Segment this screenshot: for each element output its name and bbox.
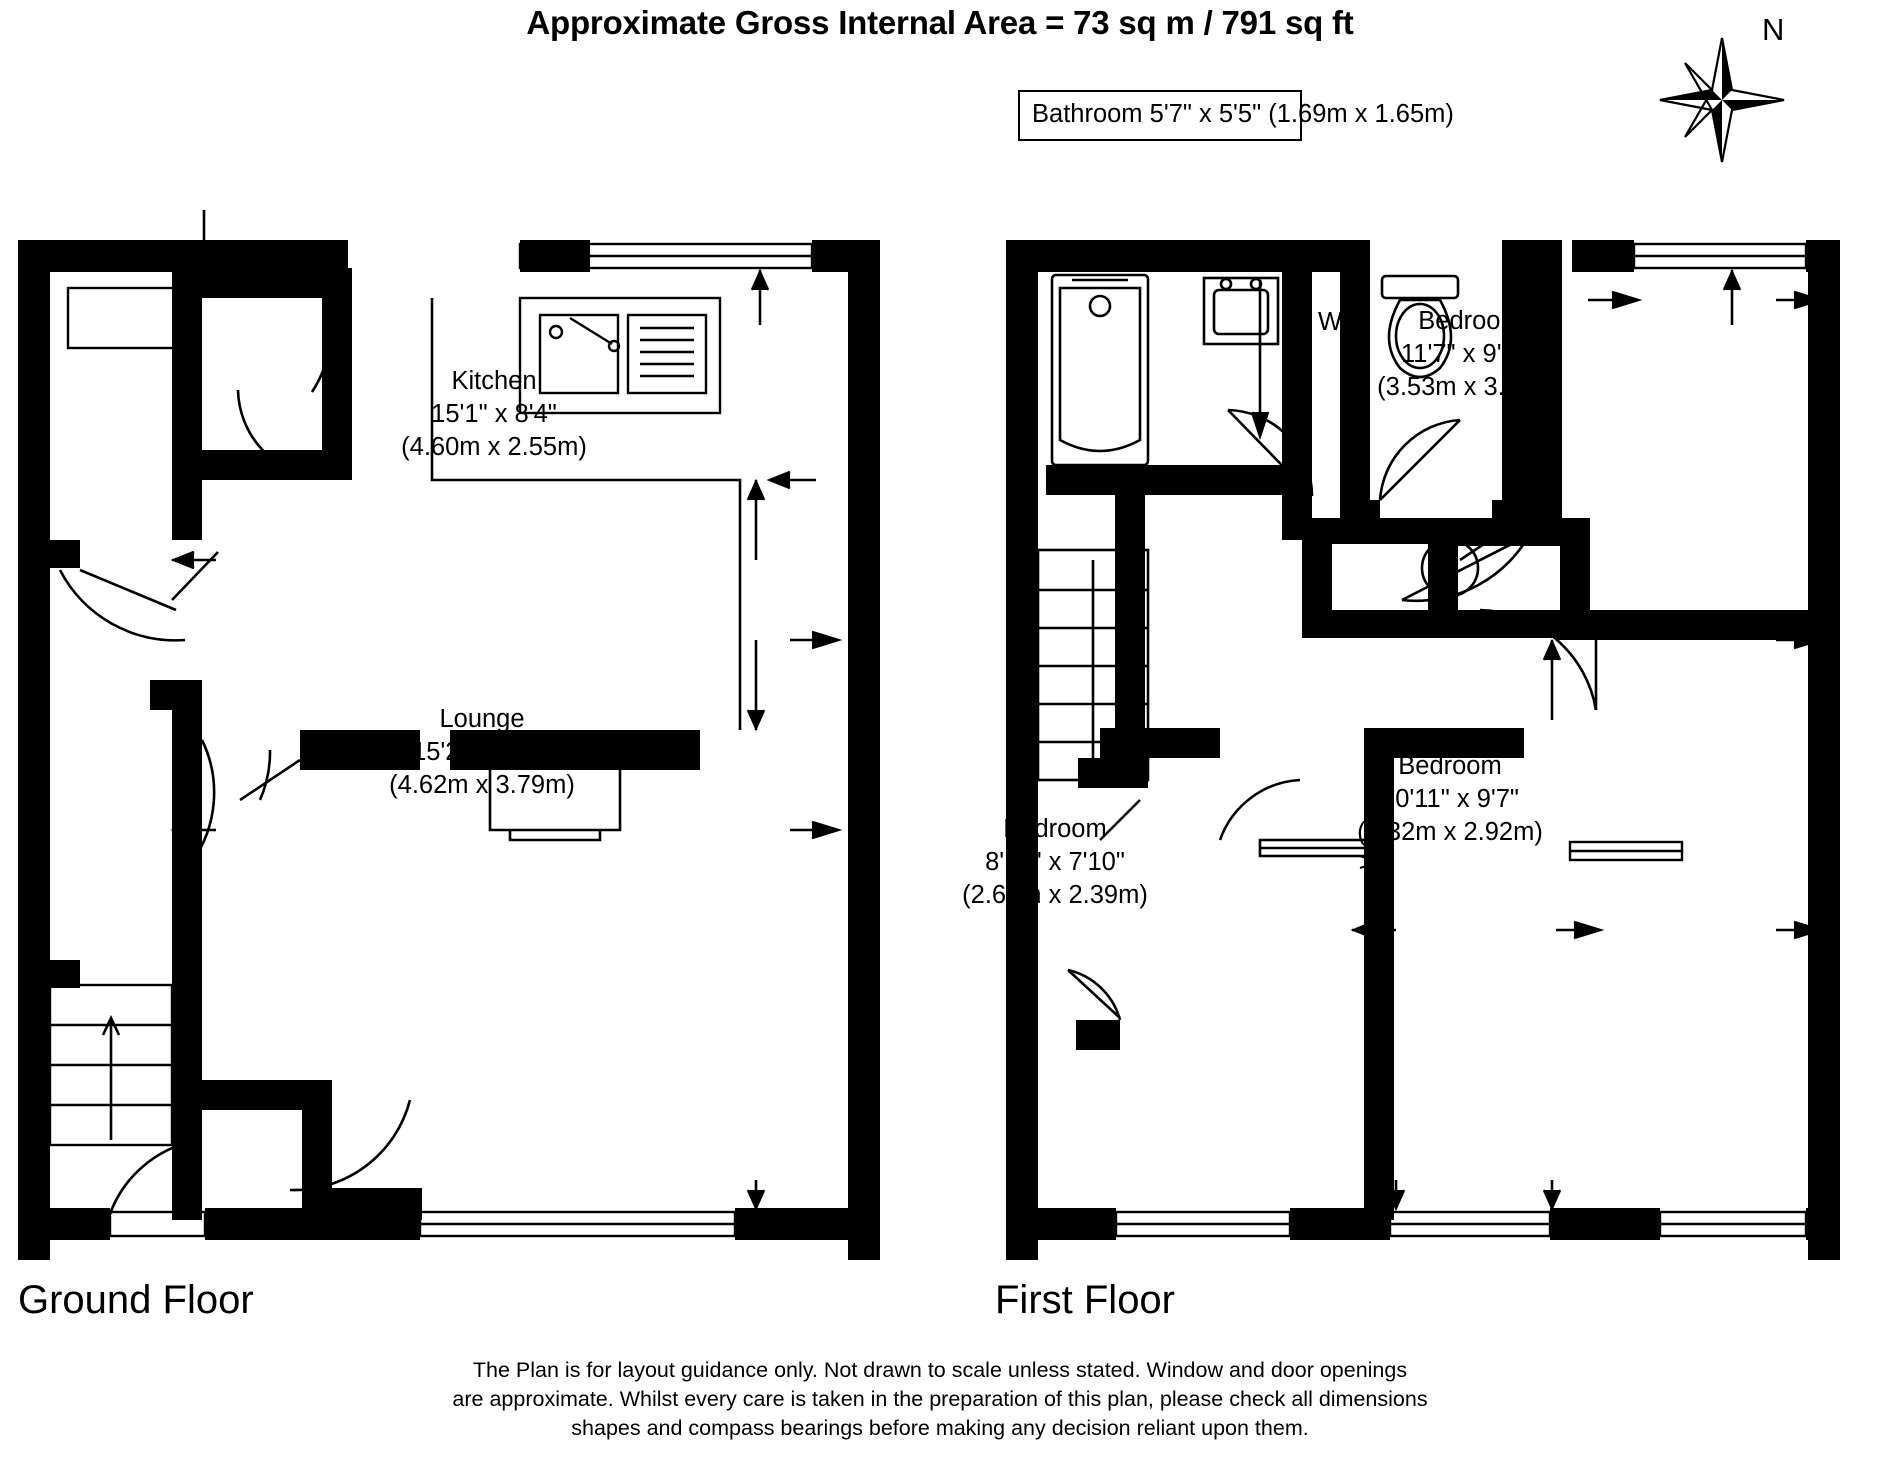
bathroom-imperial: 5'7" x 5'5" <box>1149 100 1262 128</box>
kitchen-imperial: 15'1" x 8'4" <box>431 400 557 428</box>
room-label-bedroom3 <box>890 813 1220 912</box>
lounge-imperial: 15'2" x 12'5" <box>412 738 552 766</box>
room-label-kitchen <box>264 365 724 464</box>
room-label-wc: W.C <box>1318 308 1367 336</box>
bedroom2-metric: (3.32m x 2.92m) <box>1357 818 1543 846</box>
compass-north-label: N <box>1762 12 1785 47</box>
disclaimer-line-3: shapes and compass bearings before making any decision reliant upon them. <box>571 1416 1309 1440</box>
bedroom3-name: Bedroom <box>1003 815 1107 843</box>
room-label-bedroom2 <box>1230 750 1670 849</box>
ground-floor-plan <box>0 140 920 1260</box>
bathroom-metric: (1.69m x 1.65m) <box>1268 100 1454 128</box>
bathroom-name: Bathroom <box>1032 100 1143 128</box>
ground-floor-label: Ground Floor <box>18 1278 254 1322</box>
disclaimer-line-1: The Plan is for layout guidance only. Not drawn to scale unless stated. Window and door openings <box>472 1358 1408 1382</box>
lounge-name: Lounge <box>439 705 525 733</box>
disclaimer <box>0 1356 1880 1443</box>
bedroom3-imperial: 8'10" x 7'10" <box>985 848 1125 876</box>
room-label-bathroom <box>1018 90 1454 141</box>
page-title: Approximate Gross Internal Area = 73 sq m / 791 sq ft <box>526 4 1354 41</box>
room-label-lounge <box>222 703 742 802</box>
bedroom2-imperial: 10'11" x 9'7" <box>1381 785 1519 813</box>
kitchen-name: Kitchen <box>451 367 537 395</box>
kitchen-metric: (4.60m x 2.55m) <box>401 433 587 461</box>
bedroom3-metric: (2.68m x 2.39m) <box>962 881 1148 909</box>
bedroom1-imperial: 11'7" x 9'10" <box>1401 340 1539 368</box>
bedroom1-metric: (3.53m x 3.00m) <box>1377 373 1563 401</box>
room-label-bedroom1 <box>1250 305 1690 404</box>
lounge-metric: (4.62m x 3.79m) <box>389 771 575 799</box>
first-floor-label: First Floor <box>995 1278 1175 1322</box>
disclaimer-line-2: are approximate. Whilst every care is taken in the preparation of this plan, please check all dimensions <box>452 1387 1428 1411</box>
bedroom1-name: Bedroom <box>1418 307 1522 335</box>
bedroom2-name: Bedroom <box>1398 752 1502 780</box>
